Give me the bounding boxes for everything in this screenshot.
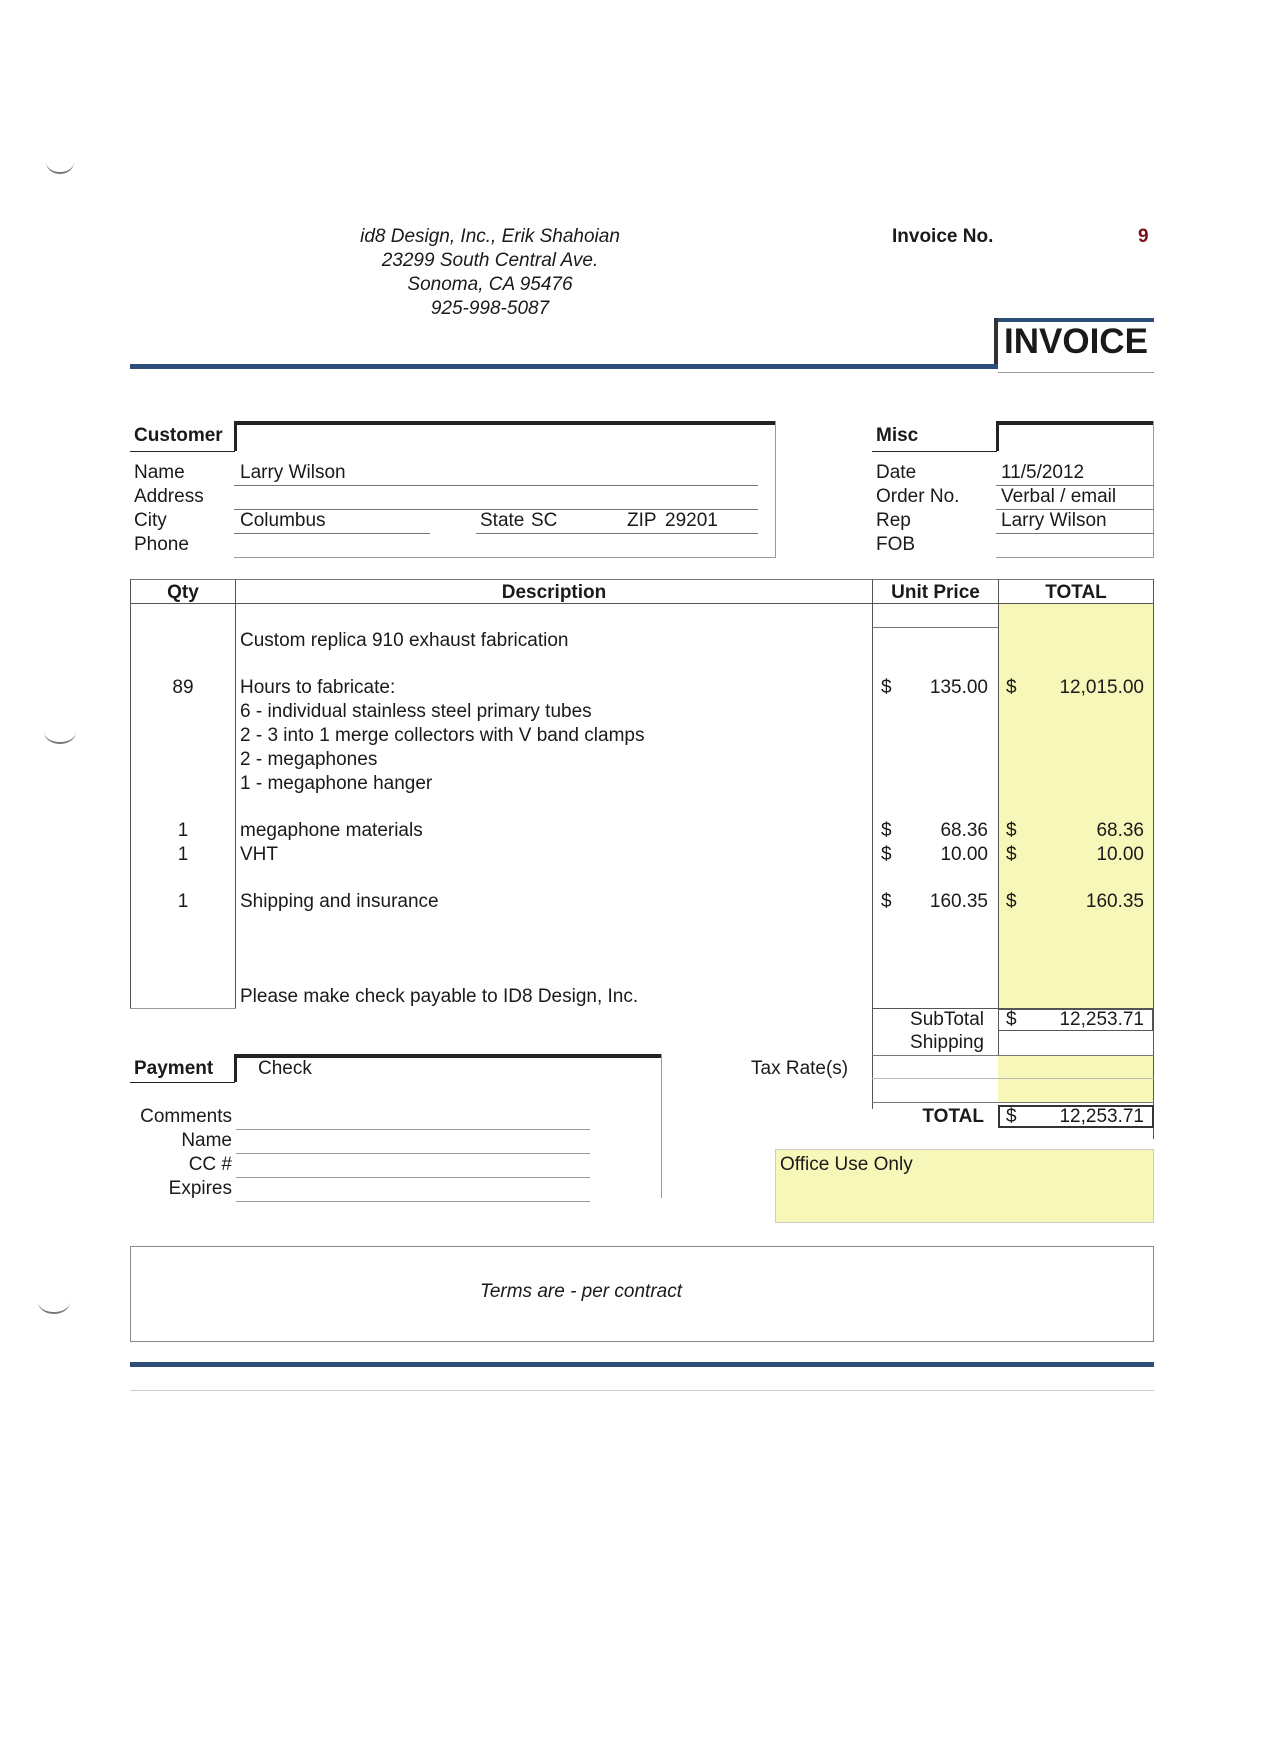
customer-corner <box>234 421 237 451</box>
tax-top-rule <box>872 1055 1154 1056</box>
address-label: Address <box>134 486 204 507</box>
unit-price-rule <box>872 627 998 628</box>
subtotal-label: SubTotal <box>910 1009 984 1030</box>
row-unit-price: 160.35 <box>929 891 988 912</box>
zip-label: ZIP <box>627 510 657 531</box>
customer-state: SC <box>531 510 558 531</box>
city-label: City <box>134 510 167 531</box>
name-label: Name <box>134 462 185 483</box>
comments-label: Comments <box>140 1106 232 1127</box>
row-total: 160.35 <box>1085 891 1144 912</box>
subtotal-value: 12,253.71 <box>1059 1009 1144 1030</box>
payment-note: Please make check payable to ID8 Design, Inc. <box>240 986 639 1007</box>
shipping-label: Shipping <box>910 1032 984 1053</box>
grand-total-value: 12,253.71 <box>1059 1106 1144 1127</box>
scan-mark <box>44 720 76 744</box>
terms-box <box>130 1246 1154 1342</box>
row-description: Shipping and insurance <box>240 891 439 912</box>
customer-label: Customer <box>134 425 223 446</box>
table-top-border <box>130 579 1154 580</box>
expires-label: Expires <box>168 1178 232 1199</box>
misc-label-rule <box>872 451 997 452</box>
row-qty: 1 <box>177 844 189 865</box>
invoice-title: INVOICE <box>1004 322 1148 361</box>
currency-symbol: $ <box>1006 891 1017 912</box>
qty-bottom-border <box>130 1008 236 1009</box>
invoice-number-label: Invoice No. <box>892 226 994 247</box>
row-unit-price: 10.00 <box>940 844 988 865</box>
cc-underline <box>236 1177 590 1178</box>
customer-top-rule <box>234 421 776 425</box>
payment-method: Check <box>258 1058 312 1079</box>
row-total: 68.36 <box>1096 820 1144 841</box>
row-description: 2 - megaphones <box>240 749 378 770</box>
order-label: Order No. <box>876 486 960 507</box>
terms-text: Terms are - per contract <box>479 1281 683 1302</box>
misc-date: 11/5/2012 <box>1001 462 1085 483</box>
customer-city: Columbus <box>240 510 326 531</box>
customer-zip: 29201 <box>665 510 718 531</box>
row-qty: 1 <box>177 891 189 912</box>
footer-rule-thin <box>130 1390 1154 1391</box>
row-description: 6 - individual stainless steel primary tubes <box>240 701 592 722</box>
company-name: id8 Design, Inc., Erik Shahoian <box>360 226 620 247</box>
payment-label: Payment <box>134 1058 214 1079</box>
company-street: 23299 South Central Ave. <box>381 250 599 271</box>
table-left-border <box>130 579 131 1009</box>
misc-right-border <box>1153 421 1154 558</box>
misc-top-rule <box>996 421 1154 425</box>
office-use-label: Office Use Only <box>780 1154 913 1175</box>
payment-name-underline <box>236 1153 590 1154</box>
row-qty: 89 <box>172 677 194 698</box>
row-description: Custom replica 910 exhaust fabrication <box>240 630 569 651</box>
date-label: Date <box>876 462 917 483</box>
currency-symbol: $ <box>1006 677 1017 698</box>
office-use-box <box>775 1149 1154 1223</box>
phone-underline <box>234 557 776 558</box>
payment-corner <box>234 1054 237 1082</box>
qty-desc-divider <box>235 579 236 1009</box>
total-column-highlight <box>998 603 1153 1009</box>
rep-label: Rep <box>876 510 911 531</box>
cc-label: CC # <box>188 1154 232 1175</box>
row-description: VHT <box>240 844 278 865</box>
misc-label: Misc <box>876 425 919 446</box>
currency-symbol: $ <box>881 820 892 841</box>
row-unit-price: 68.36 <box>940 820 988 841</box>
fob-underline <box>996 557 1154 558</box>
currency-symbol: $ <box>1006 1106 1017 1127</box>
payment-name-label: Name <box>181 1130 232 1151</box>
total-header: TOTAL <box>1045 582 1107 603</box>
city-underline <box>234 533 430 534</box>
description-header: Description <box>501 582 607 603</box>
row-description: megaphone materials <box>240 820 423 841</box>
company-phone: 925-998-5087 <box>430 298 550 319</box>
row-description: 2 - 3 into 1 merge collectors with V band clamps <box>240 725 645 746</box>
payment-label-rule <box>130 1082 235 1083</box>
customer-label-rule <box>130 451 235 452</box>
row-description: Hours to fabricate: <box>240 677 396 698</box>
row-unit-price: 135.00 <box>929 677 988 698</box>
row-description: 1 - megaphone hanger <box>240 773 433 794</box>
expires-underline <box>236 1201 590 1202</box>
header-rule-thin <box>998 372 1154 373</box>
currency-symbol: $ <box>1006 1009 1017 1030</box>
misc-order: Verbal / email <box>1001 486 1117 507</box>
title-left-rule <box>994 318 998 366</box>
scan-mark <box>46 150 74 174</box>
fob-label: FOB <box>876 534 916 555</box>
phone-label: Phone <box>134 534 189 555</box>
name-underline <box>234 485 758 486</box>
customer-name: Larry Wilson <box>240 462 346 483</box>
footer-rule <box>130 1362 1154 1367</box>
currency-symbol: $ <box>881 891 892 912</box>
comments-underline <box>236 1129 590 1130</box>
header-rule <box>130 364 998 369</box>
invoice-number: 9 <box>1138 226 1149 247</box>
scan-mark <box>38 1290 70 1314</box>
misc-rep: Larry Wilson <box>1001 510 1107 531</box>
tax-bottom-rule <box>872 1102 1154 1103</box>
company-city: Sonoma, CA 95476 <box>407 274 573 295</box>
customer-right-border <box>775 421 776 558</box>
tax-mid-rule <box>872 1078 1154 1079</box>
tax-label: Tax Rate(s) <box>751 1058 849 1079</box>
state-zip-underline <box>476 533 758 534</box>
qty-header: Qty <box>167 582 199 603</box>
row-total: 12,015.00 <box>1059 677 1144 698</box>
currency-symbol: $ <box>1006 820 1017 841</box>
unit-price-header: Unit Price <box>891 582 980 603</box>
company-block <box>330 225 650 321</box>
currency-symbol: $ <box>1006 844 1017 865</box>
payment-right-border <box>661 1054 662 1198</box>
grand-total-label: TOTAL <box>922 1106 984 1127</box>
row-qty: 1 <box>177 820 189 841</box>
state-label: State <box>480 510 525 531</box>
tax-highlight <box>998 1055 1153 1103</box>
row-total: 10.00 <box>1096 844 1144 865</box>
misc-corner <box>996 421 999 451</box>
currency-symbol: $ <box>881 844 892 865</box>
rep-underline <box>996 533 1154 534</box>
currency-symbol: $ <box>881 677 892 698</box>
